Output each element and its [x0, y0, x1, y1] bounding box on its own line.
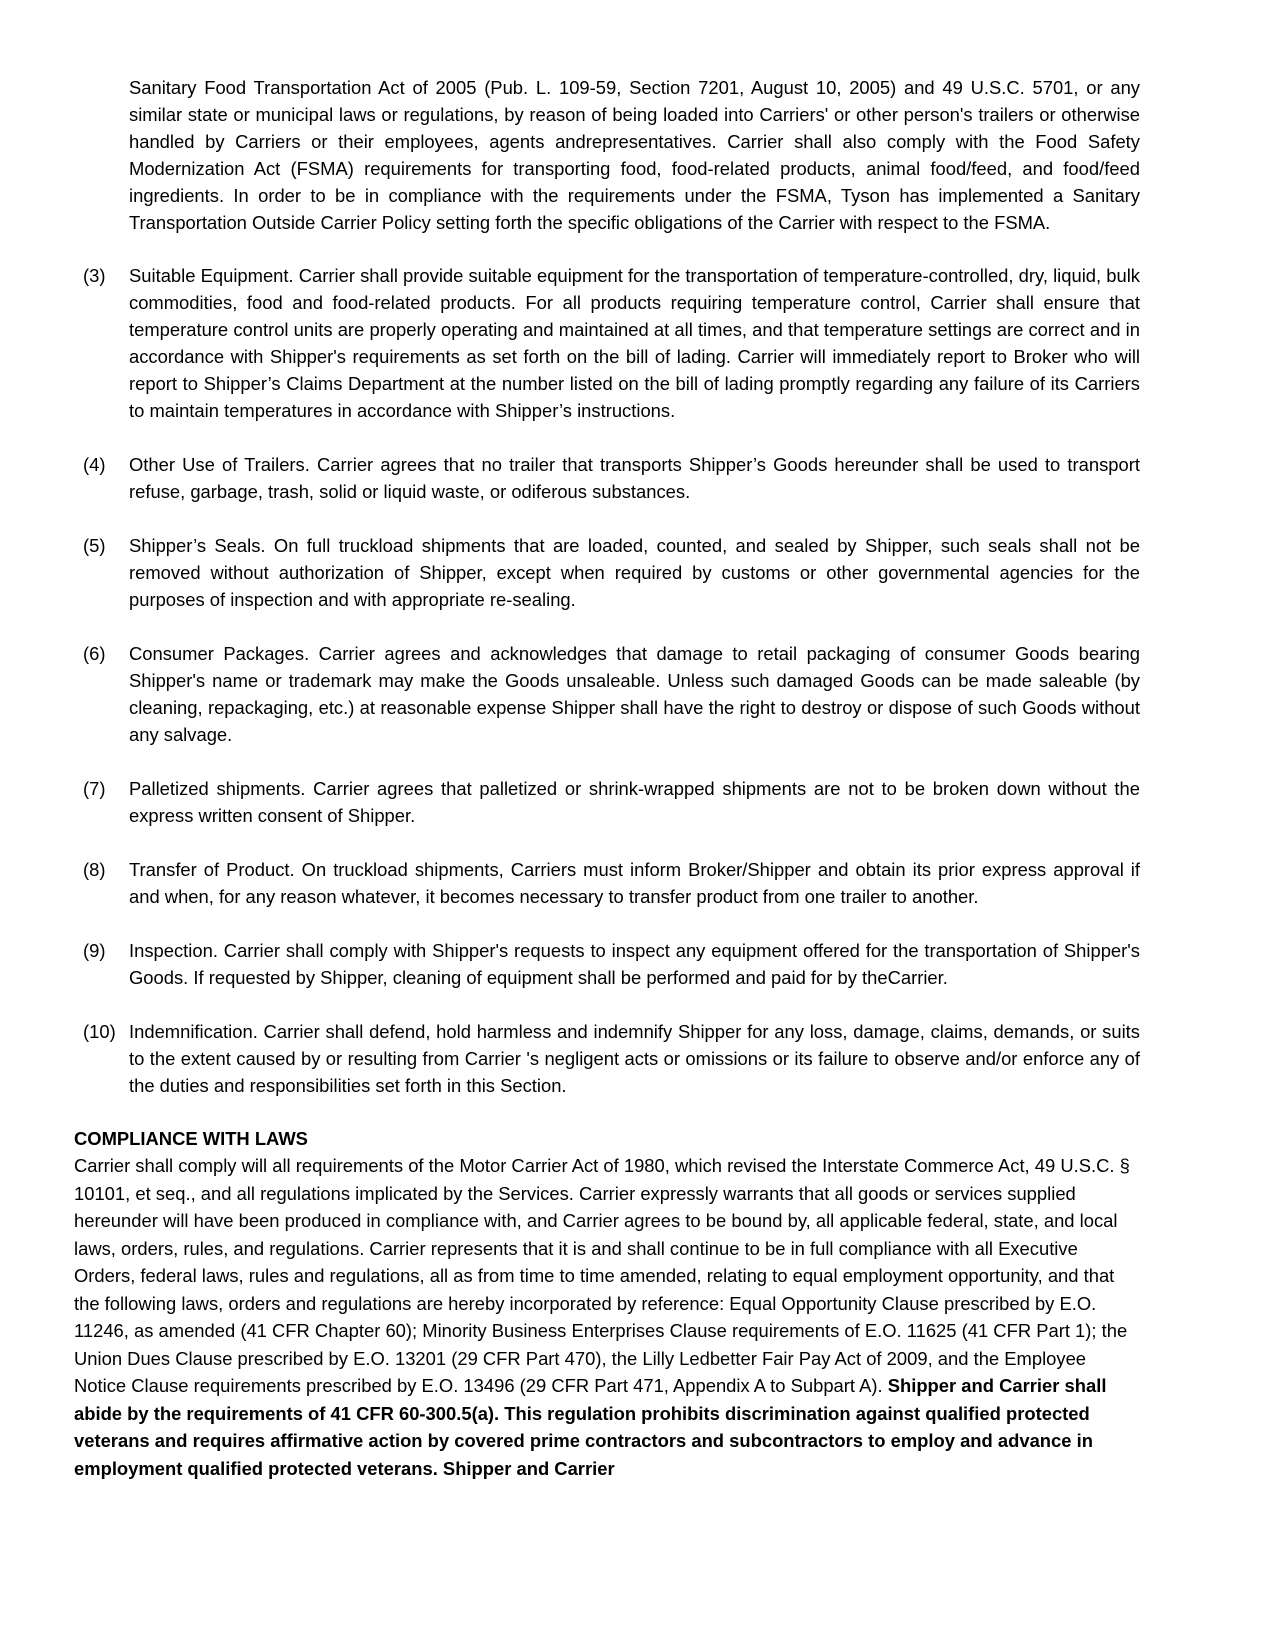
list-item-transfer-of-product	[74, 856, 1140, 910]
list-item-inspection	[74, 937, 1140, 991]
item-number: (5)	[83, 535, 106, 556]
item-number: (7)	[83, 778, 106, 799]
list-item-consumer-packages	[74, 640, 1140, 748]
item-text: Other Use of Trailers. Carrier agrees that no trailer that transports Shipper’s Goods hereunder shall be used to transport refuse, garbage, trash, solid or liquid waste, or odiferous substances.	[129, 454, 1140, 502]
compliance-body-text: Carrier shall comply will all requirements of the Motor Carrier Act of 1980, which revised the Interstate Commerce Act, 49 U.S.C. § 10101, et seq., and all regulations implicated by the Services. Carrier expressly warrants that all goods or services supplied hereunder will have been produced in compliance with, and Carrier agrees to be bound by, all applicable federal, state, and local laws, orders, rules, and regulations. Carrier represents that it is and shall continue to be in full compliance with all Executive Orders, federal laws, rules and regulations, all as from time to time amended, relating to equal employment opportunity, and that the following laws, orders and regulations are hereby incorporated by reference: Equal Opportunity Clause prescribed by E.O. 11246, as amended (41 CFR Chapter 60); Minority Business Enterprises Clause requirements of E.O. 11625 (41 CFR Part 1); the Union Dues Clause prescribed by E.O. 13201 (29 CFR Part 470), the Lilly Ledbetter Fair Pay Act of 2009, and the Employee Notice Clause requirements prescribed by E.O. 13496 (29 CFR Part 471, Appendix A to Subpart A).	[74, 1155, 1130, 1396]
item-number: (8)	[83, 859, 106, 880]
item-text: Consumer Packages. Carrier agrees and acknowledges that damage to retail packaging of consumer Goods bearing Shipper's name or trademark may make the Goods unsaleable. Unless such damaged Goods can be made saleable (by cleaning, repackaging, etc.) at reasonable expense Shipper shall have the right to destroy or dispose of such Goods without any salvage.	[129, 643, 1140, 745]
item-number: (4)	[83, 454, 106, 475]
item-number: (3)	[83, 265, 106, 286]
item-text: Transfer of Product. On truckload shipments, Carriers must inform Broker/Shipper and obtain its prior express approval if and when, for any reason whatever, it becomes necessary to transfer product from one trailer to another.	[129, 859, 1140, 907]
item-text: Suitable Equipment. Carrier shall provide suitable equipment for the transportation of temperature-controlled, dry, liquid, bulk commodities, food and food-related products. For all products requiring temperature control, Carrier shall ensure that temperature control units are properly operating and maintained at all times, and that temperature settings are correct and in accordance with Shipper's requirements as set forth on the bill of lading. Carrier will immediately report to Broker who will report to Shipper’s Claims Department at the number listed on the bill of lading promptly regarding any failure of its Carriers to maintain temperatures in accordance with Shipper’s instructions.	[129, 265, 1140, 421]
item-text: Palletized shipments. Carrier agrees that palletized or shrink-wrapped shipments are not to be broken down without the express written consent of Shipper.	[129, 778, 1140, 826]
item-number: (10)	[83, 1021, 116, 1042]
list-item-suitable-equipment	[74, 262, 1140, 424]
item-text: Inspection. Carrier shall comply with Shipper's requests to inspect any equipment offered for the transportation of Shipper's Goods. If requested by Shipper, cleaning of equipment shall be performed and paid for by theCarrier.	[129, 940, 1140, 988]
item-text: Shipper’s Seals. On full truckload shipments that are loaded, counted, and sealed by Shipper, such seals shall not be removed without authorization of Shipper, except when required by customs or other governmental agencies for the purposes of inspection and with appropriate re-sealing.	[129, 535, 1140, 610]
item-text: Indemnification. Carrier shall defend, hold harmless and indemnify Shipper for any loss, damage, claims, demands, or suits to the extent caused by or resulting from Carrier 's negligent acts or omissions or its failure to observe and/or enforce any of the duties and responsibilities set forth in this Section.	[129, 1021, 1140, 1096]
list-item-palletized-shipments	[74, 775, 1140, 829]
intro-paragraph: Sanitary Food Transportation Act of 2005 (Pub. L. 109-59, Section 7201, August 10, 2005) and 49 U.S.C. 5701, or any similar state or municipal laws or regulations, by reason of being loaded into Carriers' or other person's trailers or otherwise handled by Carriers or their employees, agents andrepresentatives. Carrier shall also comply with the Food Safety Modernization Act (FSMA) requirements for transporting food, food-related products, animal food/feed, and food/feed ingredients. In order to be in compliance with the requirements under the FSMA, Tyson has implemented a Sanitary Transportation Outside Carrier Policy setting forth the specific obligations of the Carrier with respect to the FSMA.	[129, 77, 1140, 233]
compliance-paragraph	[74, 1152, 1140, 1482]
item-number: (6)	[83, 643, 106, 664]
list-item-other-use-of-trailers	[74, 451, 1140, 505]
compliance-bold-text: Shipper and Carrier shall abide by the requirements of 41 CFR 60-300.5(a). This regulation prohibits discrimination against qualified protected veterans and requires affirmative action by covered prime contractors and subcontractors to employ and advance in employment qualified protected veterans. Shipper and Carrier	[74, 1375, 1107, 1479]
list-item-shippers-seals	[74, 532, 1140, 613]
item-number: (9)	[83, 940, 106, 961]
section-heading-compliance-with-laws: COMPLIANCE WITH LAWS	[74, 1128, 308, 1149]
list-item-indemnification	[74, 1018, 1140, 1099]
